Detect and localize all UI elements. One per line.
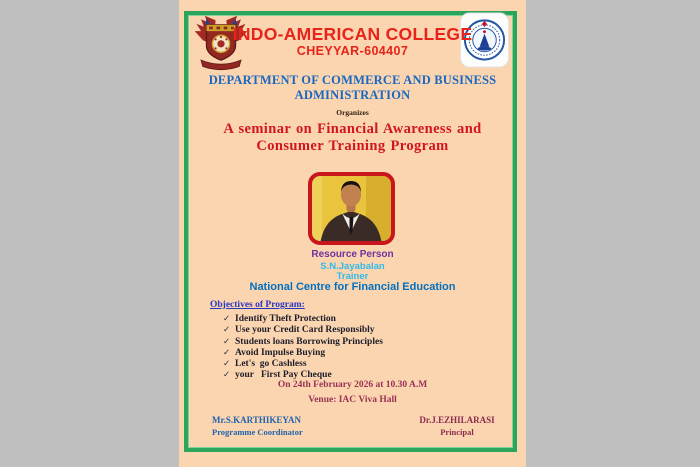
checkmark-icon: ✓ bbox=[223, 325, 231, 336]
seminar-title-line1: A seminar on Financial Awareness and bbox=[223, 121, 482, 137]
resource-person-designation: Trainer bbox=[336, 271, 369, 282]
seminar-title bbox=[179, 121, 526, 154]
checkmark-icon: ✓ bbox=[223, 336, 231, 347]
checkmark-icon: ✓ bbox=[223, 370, 231, 381]
objective-text: Avoid Impulse Buying bbox=[235, 347, 326, 358]
resource-person-photo bbox=[308, 172, 395, 245]
objective-text: Use your Credit Card Responsibly bbox=[235, 325, 375, 336]
objective-item bbox=[223, 359, 383, 370]
objectives-list bbox=[223, 314, 383, 382]
checkmark-icon: ✓ bbox=[223, 347, 231, 358]
department-line1: DEPARTMENT OF COMMERCE AND BUSINESS bbox=[208, 73, 497, 87]
principal-name: Dr.J.EZHILARASI bbox=[419, 415, 495, 425]
department-line2: ADMINISTRATION bbox=[294, 87, 411, 102]
coordinator-signature bbox=[212, 415, 303, 438]
principal-signature bbox=[407, 415, 507, 438]
college-name: INDO-AMERICAN COLLEGE bbox=[232, 24, 473, 44]
coordinator-title: Programme Coordinator bbox=[212, 426, 303, 437]
resource-person-name: S.N.Jayabalan bbox=[320, 261, 385, 272]
checkmark-icon: ✓ bbox=[223, 359, 231, 370]
event-datetime: On 24th February 2026 at 10.30 A.M bbox=[277, 380, 428, 390]
objective-text: Let's go Cashless bbox=[235, 359, 307, 370]
resource-person-heading: Resource Person bbox=[311, 249, 394, 260]
objective-text: Students loans Borrowing Principles bbox=[235, 336, 383, 347]
seminar-poster bbox=[179, 0, 526, 467]
coordinator-name: Mr.S.KARTHIKEYAN bbox=[212, 415, 302, 425]
objective-item bbox=[223, 348, 383, 359]
objective-text: your First Pay Cheque bbox=[235, 370, 332, 381]
objectives-heading: Objectives of Program: bbox=[210, 300, 305, 310]
seminar-title-line2: Consumer Training Program bbox=[256, 137, 449, 154]
resource-person-organization: National Centre for Financial Education bbox=[249, 281, 456, 293]
principal-title: Principal bbox=[440, 426, 474, 437]
objective-item bbox=[223, 325, 383, 336]
checkmark-icon: ✓ bbox=[223, 314, 231, 324]
objective-item bbox=[223, 314, 383, 325]
objective-text: Identify Theft Protection bbox=[235, 314, 336, 324]
objective-item bbox=[223, 337, 383, 348]
organizes-label: Organizes bbox=[336, 108, 369, 117]
department-heading bbox=[179, 73, 526, 102]
college-location: CHEYYAR-604407 bbox=[296, 44, 409, 58]
event-venue: Venue: IAC Viva Hall bbox=[308, 395, 397, 405]
